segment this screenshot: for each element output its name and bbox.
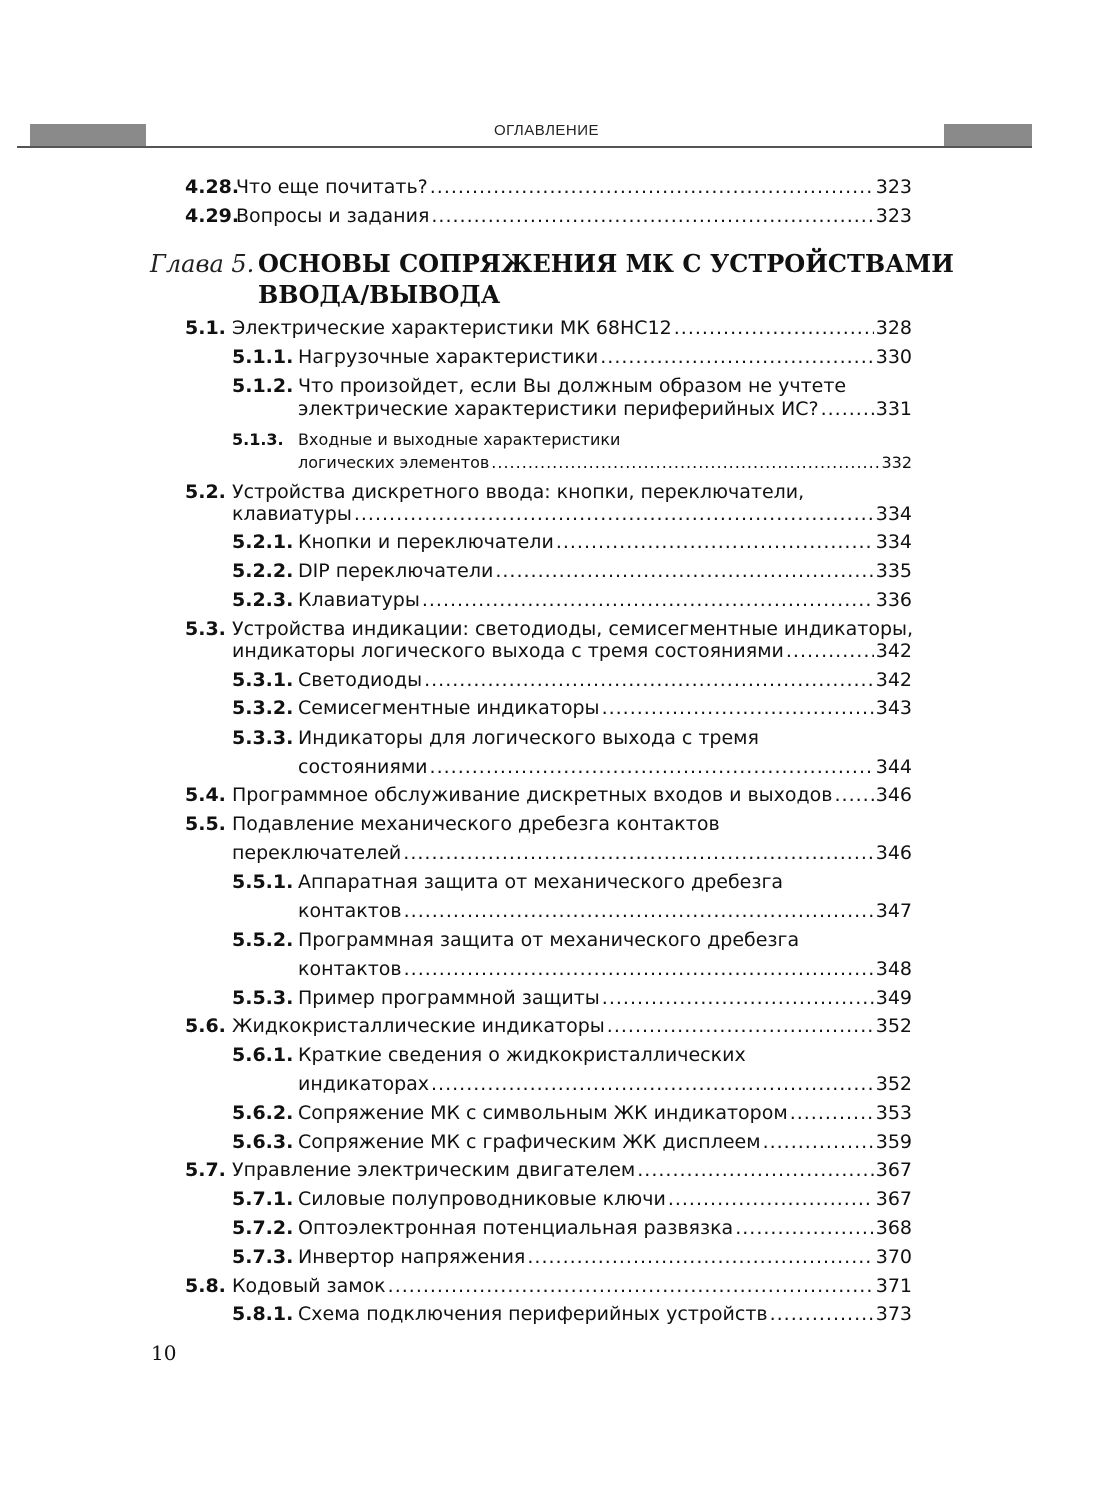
entry-page: 334 (875, 531, 912, 553)
entry-number: 5.3. (185, 618, 226, 640)
entry-title: Подавление механического дребезга контактов (232, 813, 720, 835)
entry-page: 335 (875, 560, 912, 582)
entry-number: 5.7.2. (232, 1217, 294, 1239)
entry-number: 5.1. (185, 317, 226, 339)
entry-title: Кнопки и переключатели (298, 531, 554, 553)
entry-title: Индикаторы для логического выхода с тремя (298, 727, 759, 749)
entry-title: Инвертор напряжения (298, 1246, 526, 1268)
entry-title: Краткие сведения о жидкокристаллических (298, 1044, 746, 1066)
entry-title-cont: электрические характеристики периферийных ИС? (298, 398, 819, 420)
entry-title: Сопряжение МК с графическим ЖК дисплеем (298, 1131, 761, 1153)
entry-title: Клавиатуры (298, 589, 420, 611)
entry-page: 370 (875, 1246, 912, 1268)
entry-number: 5.5.1. (232, 871, 294, 893)
entry-title-cont: контактов (298, 958, 402, 980)
chapter-title-line: ОСНОВЫ СОПРЯЖЕНИЯ МК С УСТРОЙСТВАМИ (258, 249, 954, 278)
entry-number: 5.1.1. (232, 346, 294, 368)
entry-title: Кодовый замок (232, 1275, 386, 1297)
entry-title-cont: состояниями (298, 756, 428, 778)
entry-number: 5.5. (185, 813, 226, 835)
entry-title-cont: контактов (298, 900, 402, 922)
entry-page: 352 (875, 1015, 912, 1037)
entry-number: 5.3.1. (232, 669, 294, 691)
entry-title-cont: индикаторах (298, 1073, 430, 1095)
entry-number: 5.4. (185, 784, 226, 806)
entry-page: 371 (875, 1275, 912, 1297)
entry-number: 5.8. (185, 1275, 226, 1297)
entry-number: 5.3.2. (232, 697, 294, 719)
entry-title: Что еще почитать? (236, 176, 428, 198)
entry-title: Оптоэлектронная потенциальная развязка (298, 1217, 734, 1239)
entry-page: 359 (875, 1131, 912, 1153)
entry-page: 334 (875, 503, 912, 525)
entry-number: 4.29. (185, 205, 240, 227)
entry-title: Входные и выходные характеристики (298, 430, 621, 449)
entry-number: 5.7.1. (232, 1188, 294, 1210)
entry-number: 5.5.2. (232, 929, 294, 951)
entry-page: 349 (875, 987, 912, 1009)
entry-title: Программная защита от механического дребезга (298, 929, 800, 951)
entry-title-cont: логических элементов (298, 453, 490, 472)
entry-page: 346 (875, 842, 912, 864)
entry-number: 5.6. (185, 1015, 226, 1037)
entry-page: 348 (875, 958, 912, 980)
entry-number: 5.7.3. (232, 1246, 294, 1268)
entry-title: Схема подключения периферийных устройств (298, 1303, 768, 1325)
entry-page: 353 (875, 1102, 912, 1124)
entry-page: 347 (875, 900, 912, 922)
chapter-title-line: ВВОДА/ВЫВОДА (258, 280, 501, 309)
entry-page: 331 (875, 398, 912, 420)
entry-number: 5.2. (185, 481, 226, 503)
entry-number: 5.1.3. (232, 430, 284, 449)
entry-page: 336 (875, 589, 912, 611)
entry-page: 367 (875, 1188, 912, 1210)
entry-title: Нагрузочные характеристики (298, 346, 599, 368)
entry-title: Электрические характеристики МК 68HC12 (232, 317, 672, 339)
entry-title: Семисегментные индикаторы (298, 697, 600, 719)
entry-page: 352 (875, 1073, 912, 1095)
entry-page: 346 (875, 784, 912, 806)
entry-page: 343 (875, 697, 912, 719)
entry-title: Силовые полупроводниковые ключи (298, 1188, 666, 1210)
entry-title: Управление электрическим двигателем (232, 1159, 636, 1181)
entry-number: 5.2.1. (232, 531, 294, 553)
entry-page: 332 (881, 453, 912, 472)
entry-page: 323 (875, 176, 912, 198)
entry-page: 367 (875, 1159, 912, 1181)
entry-title-cont: индикаторы логического выхода с тремя состояниями (232, 640, 784, 662)
entry-title: Устройства индикации: светодиоды, семисегментные индикаторы, (232, 618, 914, 640)
entry-number: 5.2.3. (232, 589, 294, 611)
entry-title-cont: клавиатуры (232, 503, 352, 525)
entry-number: 5.6.2. (232, 1102, 294, 1124)
entry-title: Устройства дискретного ввода: кнопки, переключатели, (232, 481, 805, 503)
entry-title-cont: переключателей (232, 842, 402, 864)
entry-page: 368 (875, 1217, 912, 1239)
entry-number: 5.5.3. (232, 987, 294, 1009)
entry-title: Сопряжение МК с символьным ЖК индикатором (298, 1102, 788, 1124)
entry-number: 5.7. (185, 1159, 226, 1181)
chapter-label: Глава 5. (150, 250, 255, 278)
entry-title: Пример программной защиты (298, 987, 600, 1009)
entry-number: 5.6.3. (232, 1131, 294, 1153)
entry-page: 342 (875, 669, 912, 691)
entry-title: Светодиоды (298, 669, 423, 691)
entry-title: Жидкокристаллические индикаторы (232, 1015, 605, 1037)
entry-number: 5.8.1. (232, 1303, 294, 1325)
entry-number: 5.3.3. (232, 727, 294, 749)
header-rule (17, 146, 1032, 148)
entry-title: Аппаратная защита от механического дребезга (298, 871, 784, 893)
page-number: 10 (151, 1341, 177, 1365)
entry-title: Что произойдет, если Вы должным образом не учтете (298, 375, 847, 397)
entry-title: Программное обслуживание дискретных входов и выходов (232, 784, 833, 806)
running-header: ОГЛАВЛЕНИЕ (493, 122, 600, 139)
entry-page: 373 (875, 1303, 912, 1325)
entry-page: 344 (875, 756, 912, 778)
entry-number: 4.28. (185, 176, 240, 198)
entry-number: 5.2.2. (232, 560, 294, 582)
chapter-title (258, 248, 954, 310)
entry-number: 5.6.1. (232, 1044, 294, 1066)
entry-number: 5.1.2. (232, 375, 294, 397)
entry-title: DIP переключатели (298, 560, 494, 582)
entry-page: 342 (875, 640, 912, 662)
entry-page: 323 (875, 205, 912, 227)
entry-title: Вопросы и задания (236, 205, 430, 227)
entry-page: 330 (875, 346, 912, 368)
entry-page: 328 (875, 317, 912, 339)
